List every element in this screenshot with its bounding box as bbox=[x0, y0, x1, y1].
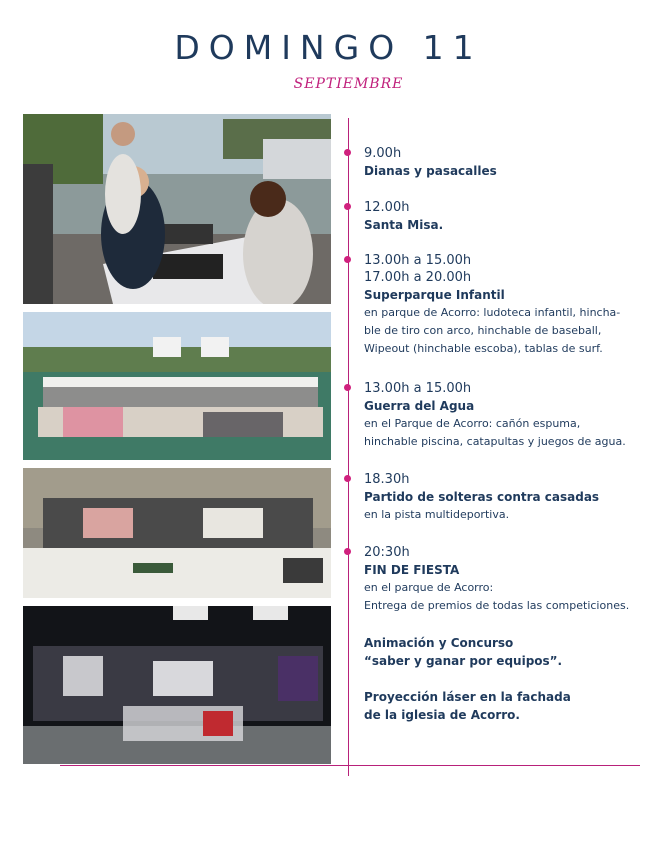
bottom-divider bbox=[60, 765, 640, 766]
extra-line: de la iglesia de Acorro. bbox=[364, 708, 520, 722]
timeline-dot bbox=[344, 256, 351, 263]
photo-dinner-tables bbox=[23, 468, 331, 598]
event-name: Dianas y pasacalles bbox=[364, 164, 497, 178]
extra-line: Proyección láser en la fachada bbox=[364, 690, 571, 704]
event-time: 12.00h bbox=[364, 200, 410, 215]
page-title: DOMINGO 11 bbox=[174, 28, 483, 67]
event-name: Superparque Infantil bbox=[364, 288, 505, 302]
event-guerra-agua bbox=[364, 380, 654, 451]
timeline-dot bbox=[344, 149, 351, 156]
event-time: 9.00h bbox=[364, 146, 402, 161]
event-superparque bbox=[364, 252, 654, 358]
timeline-dot bbox=[344, 384, 351, 391]
event-desc-line: hinchable piscina, catapultas y juegos de agua. bbox=[364, 435, 626, 448]
event-desc-line: Entrega de premios de todas las competiciones. bbox=[364, 599, 630, 612]
event-time: 13.00h a 15.00h bbox=[364, 253, 472, 268]
extra-animacion bbox=[364, 634, 654, 670]
extra-proyeccion bbox=[364, 688, 654, 724]
timeline-dot bbox=[344, 203, 351, 210]
event-name: Partido de solteras contra casadas bbox=[364, 490, 600, 504]
event-time: 13.00h a 15.00h bbox=[364, 381, 472, 396]
photo-night-group bbox=[23, 606, 331, 764]
event-name: Guerra del Agua bbox=[364, 399, 475, 413]
event-desc-line: en la pista multideportiva. bbox=[364, 508, 510, 521]
event-time-second: 17.00h a 20.00h bbox=[364, 270, 472, 285]
event-name: Santa Misa. bbox=[364, 218, 444, 232]
page-subtitle: SEPTIEMBRE bbox=[293, 76, 404, 92]
event-desc-line: en el parque de Acorro: bbox=[364, 581, 494, 594]
event-dianas bbox=[364, 145, 654, 180]
photo-chess-tournament bbox=[23, 114, 331, 304]
timeline-dot bbox=[344, 475, 351, 482]
extra-line: “saber y ganar por equipos”. bbox=[364, 654, 563, 668]
event-desc-line: en el Parque de Acorro: cañón espuma, bbox=[364, 417, 581, 430]
timeline-line bbox=[348, 118, 349, 776]
event-desc-line: ble de tiro con arco, hinchable de baseball, bbox=[364, 324, 602, 337]
event-santa-misa bbox=[364, 199, 654, 234]
event-name: FIN DE FIESTA bbox=[364, 563, 460, 577]
event-desc-line: Wipeout (hinchable escoba), tablas de surf. bbox=[364, 342, 603, 355]
event-partido bbox=[364, 471, 654, 524]
timeline-dot bbox=[344, 548, 351, 555]
event-desc-line: en parque de Acorro: ludoteca infantil, hincha- bbox=[364, 306, 621, 319]
extra-line: Animación y Concurso bbox=[364, 636, 514, 650]
event-fin-fiesta bbox=[364, 544, 654, 615]
event-time: 18.30h bbox=[364, 472, 410, 487]
photo-group-court bbox=[23, 312, 331, 460]
event-time: 20:30h bbox=[364, 545, 410, 560]
